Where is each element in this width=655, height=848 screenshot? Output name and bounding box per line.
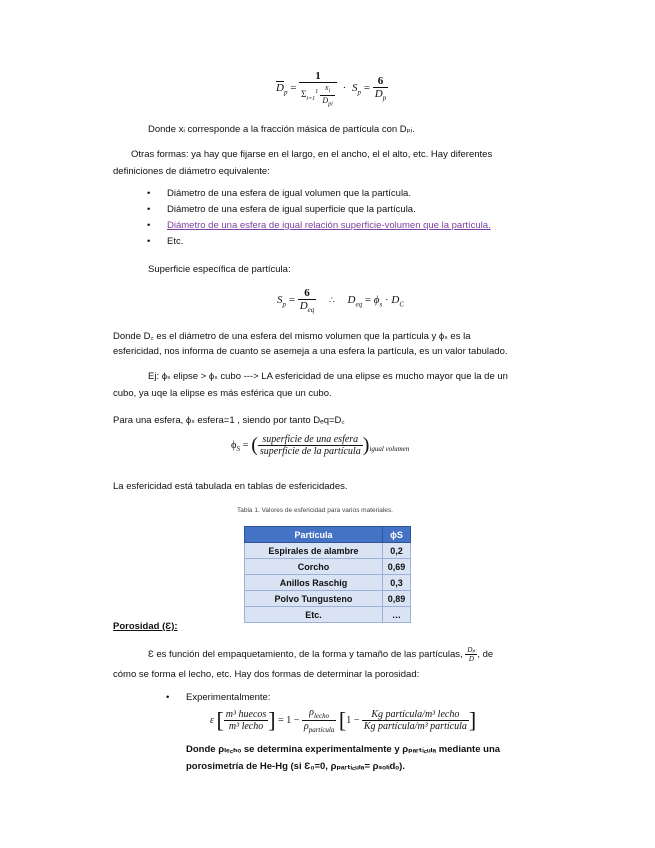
bullet-icon: • [147, 220, 151, 231]
eq1-den-sub: p [382, 94, 387, 103]
eq1-inner-fraction [320, 83, 334, 107]
eq1-xi: x [325, 83, 329, 92]
bullet-icon: • [147, 236, 151, 247]
eq2-six: 6 [298, 287, 317, 300]
eq2-deq: D [299, 300, 308, 312]
equation-mean-diameter: $\overline{D}_p$ = 1 $\Sigma_{i=1}^1$ $\frac{x_i}{\overline{D}_{pi}}$ · $S_p$ = $\frac{6}{\overline{D}_p}$ [276, 70, 387, 108]
table-row: Espirales de alambre 0,2 [245, 543, 411, 559]
eq1-dp-sub: p [283, 88, 288, 97]
paragraph-example-1: Ej: ϕₛ elipse > ϕₛ cubo ---> LA esfericidad de una elipse es mucho mayor que la de un [148, 371, 508, 382]
paragraph-density-1: Donde ρₗₑ꜀ₕₒ se determina experimentalmente y ρₚₐᵣₜᵢ꜀ᵤₗₐ mediante una [186, 744, 501, 755]
eq4-one-minus: 1 − [346, 714, 360, 726]
porosity-methods-list [166, 690, 271, 706]
table-row: Etc. … [245, 607, 411, 623]
eq2-dc-sub: C [399, 300, 405, 309]
surface-volume-link[interactable]: Diámetro de una esfera de igual relación superficie-volumen que la partícula. [167, 220, 491, 231]
eq1-den-d: $\overline{D}$ [374, 88, 383, 100]
eq4-equals-one: = 1 − [278, 714, 300, 726]
eq4-kg-fraction: $\frac{\text{Kg partícula/m³ lecho}}{\text{Kg partícula/m³ partícula}}$ [363, 709, 467, 732]
table-row: Corcho 0,69 [245, 559, 411, 575]
bullet-icon: • [147, 204, 151, 215]
eq1-xi-sub: i [328, 88, 331, 95]
eq2-sp: S [277, 294, 283, 307]
eq1-sp: S [352, 82, 358, 95]
eq1-six: 6 [373, 75, 388, 88]
equation-porosity: ε [ $\frac{\text{m³ huecos}}{\text{m³ lecho}}$ ] = 1 − $\frac{\rho_{lecho}}{\rho_{partícula}}$ [1 − $\frac{\text{Kg partícula/m³ lecho}}{\text{Kg partícula/m³ partícula}}$ ] [210, 707, 477, 734]
paragraph-other-forms-1: Otras formas: ya hay que fijarse en el largo, en el ancho, el el alto, etc. Hay diferentes [131, 149, 493, 160]
paragraph-specific-surface: Superficie específica de partícula: [148, 264, 291, 275]
eq1-dpi-sub: pi [328, 101, 333, 108]
eq4-units: $\frac{\text{m³ huecos}}{\text{m³ lecho}}$ [225, 709, 267, 732]
eq2-deq-sub: eq [307, 306, 315, 315]
header-phi: ϕS [382, 527, 410, 543]
table-row: Anillos Raschig 0,3 [245, 575, 411, 591]
eq3-phi-sub: S [236, 445, 241, 453]
bullet-icon: • [166, 692, 170, 703]
eq2-therefore: ∴ [329, 295, 335, 306]
eq1-dp: $\overline{D}$ [276, 82, 284, 95]
equation-sphericity: $\phi_S$ = ( $\frac{\text{superficie de una esfera}}{\text{superficie de la partícula}}$ )$_{igual volumen}$ [231, 434, 410, 457]
section-title-porosity: Porosidad (Ɛ): [113, 621, 178, 632]
eq1-sp-sub: p [357, 88, 362, 97]
paragraph-density-2: porosimetría de He-Hg (si Ɛ₀=0, ρₚₐᵣₜᵢ꜀ᵤₗₐ= ρₛₒₗᵢdₒ). [186, 761, 405, 772]
eq1-denominator [299, 83, 337, 107]
eq1-separator: · [342, 82, 347, 95]
eq3-subscript: igual volumen [369, 445, 410, 453]
eq2-sp-sub: p [282, 300, 286, 309]
paragraph-porosity-1: Ɛ es función del empaquetamiento, de la forma y tamaño de las partículas, $\frac{\text{Dₚ}}{D}$ , de [148, 646, 494, 663]
header-particle: Partícula [245, 527, 383, 543]
list-item: • Diámetro de una esfera de igual volumen que la partícula. [167, 186, 491, 202]
eq2-fraction [298, 287, 317, 314]
eq2-dc: D [391, 294, 400, 307]
eq1-sum: Σ [301, 89, 307, 100]
equation-specific-surface: $S_p$ = $\frac{6}{D_{eq}}$ ∴ $D_{eq} = \phi_s \cdot D_C$ [277, 287, 405, 315]
bullet-icon: • [147, 188, 151, 199]
eq3-numerator: superficie de una esfera [258, 434, 363, 446]
eq2-deq2-sub: eq [355, 300, 363, 309]
list-item: • Etc. [167, 234, 491, 250]
eq1-sum-limits: i=1 [306, 95, 316, 102]
table-header-row [245, 527, 411, 543]
eq3-fraction [258, 434, 363, 457]
equivalent-diameter-list [147, 186, 491, 250]
eq4-density-fraction: $\frac{\rho_{lecho}}{\rho_{partícula}}$ [303, 707, 335, 734]
sphericity-table [244, 526, 411, 623]
eq1-sum-top: 1 [315, 89, 319, 96]
paragraph-other-forms-2: definiciones de diámetro equivalente: [113, 166, 270, 177]
table-row: Polvo Tungusteno 0,89 [245, 591, 411, 607]
eq1-sp-fraction [373, 75, 388, 102]
paragraph-dc-definition-2: esfericidad, nos informa de cuanto se asemeja a una esfera la partícula, es un valor tabulado. [113, 346, 508, 357]
list-item-link[interactable] [147, 218, 491, 234]
porosity-fraction: $\frac{\text{Dₚ}}{D}$ [467, 646, 476, 663]
eq2-phi: ϕ [373, 294, 380, 307]
paragraph-example-2: cubo, ya uqe la elipse es más esférica que un cubo. [113, 388, 332, 399]
eq1-fraction [299, 70, 337, 107]
paragraph-tabulated: La esfericidad está tabulada en tablas de esfericidades. [113, 481, 348, 492]
list-item: • Experimentalmente: [186, 690, 270, 706]
paragraph-dc-definition-1: Donde D꜀ es el diámetro de una esfera del mismo volumen que la partícula y ϕₛ es la [113, 331, 471, 342]
paragraph-sphere: Para una esfera, ϕₛ esfera=1 , siendo por tanto Dₑq=D꜀ [113, 415, 345, 426]
eq3-denominator: superficie de la partícula [259, 446, 361, 457]
eq4-epsilon: ε [210, 714, 214, 726]
eq1-dpi: $\overline{D}$ [322, 95, 329, 105]
eq1-numerator: 1 [299, 70, 337, 83]
paragraph-xi-definition: Donde xᵢ corresponde a la fracción másica de partícula con Dₚᵢ. [148, 124, 415, 135]
list-item: • Diámetro de una esfera de igual superficie que la partícula. [167, 202, 491, 218]
eq2-deq2: D [347, 294, 356, 307]
paragraph-porosity-2: cómo se forma el lecho, etc. Hay dos formas de determinar la porosidad: [113, 669, 420, 680]
eq2-phi-sub: s [379, 300, 383, 309]
eq3-phi: ϕ [231, 439, 237, 451]
table-caption: Tabla 1. Valores de esfericidad para varios materiales. [237, 507, 393, 514]
